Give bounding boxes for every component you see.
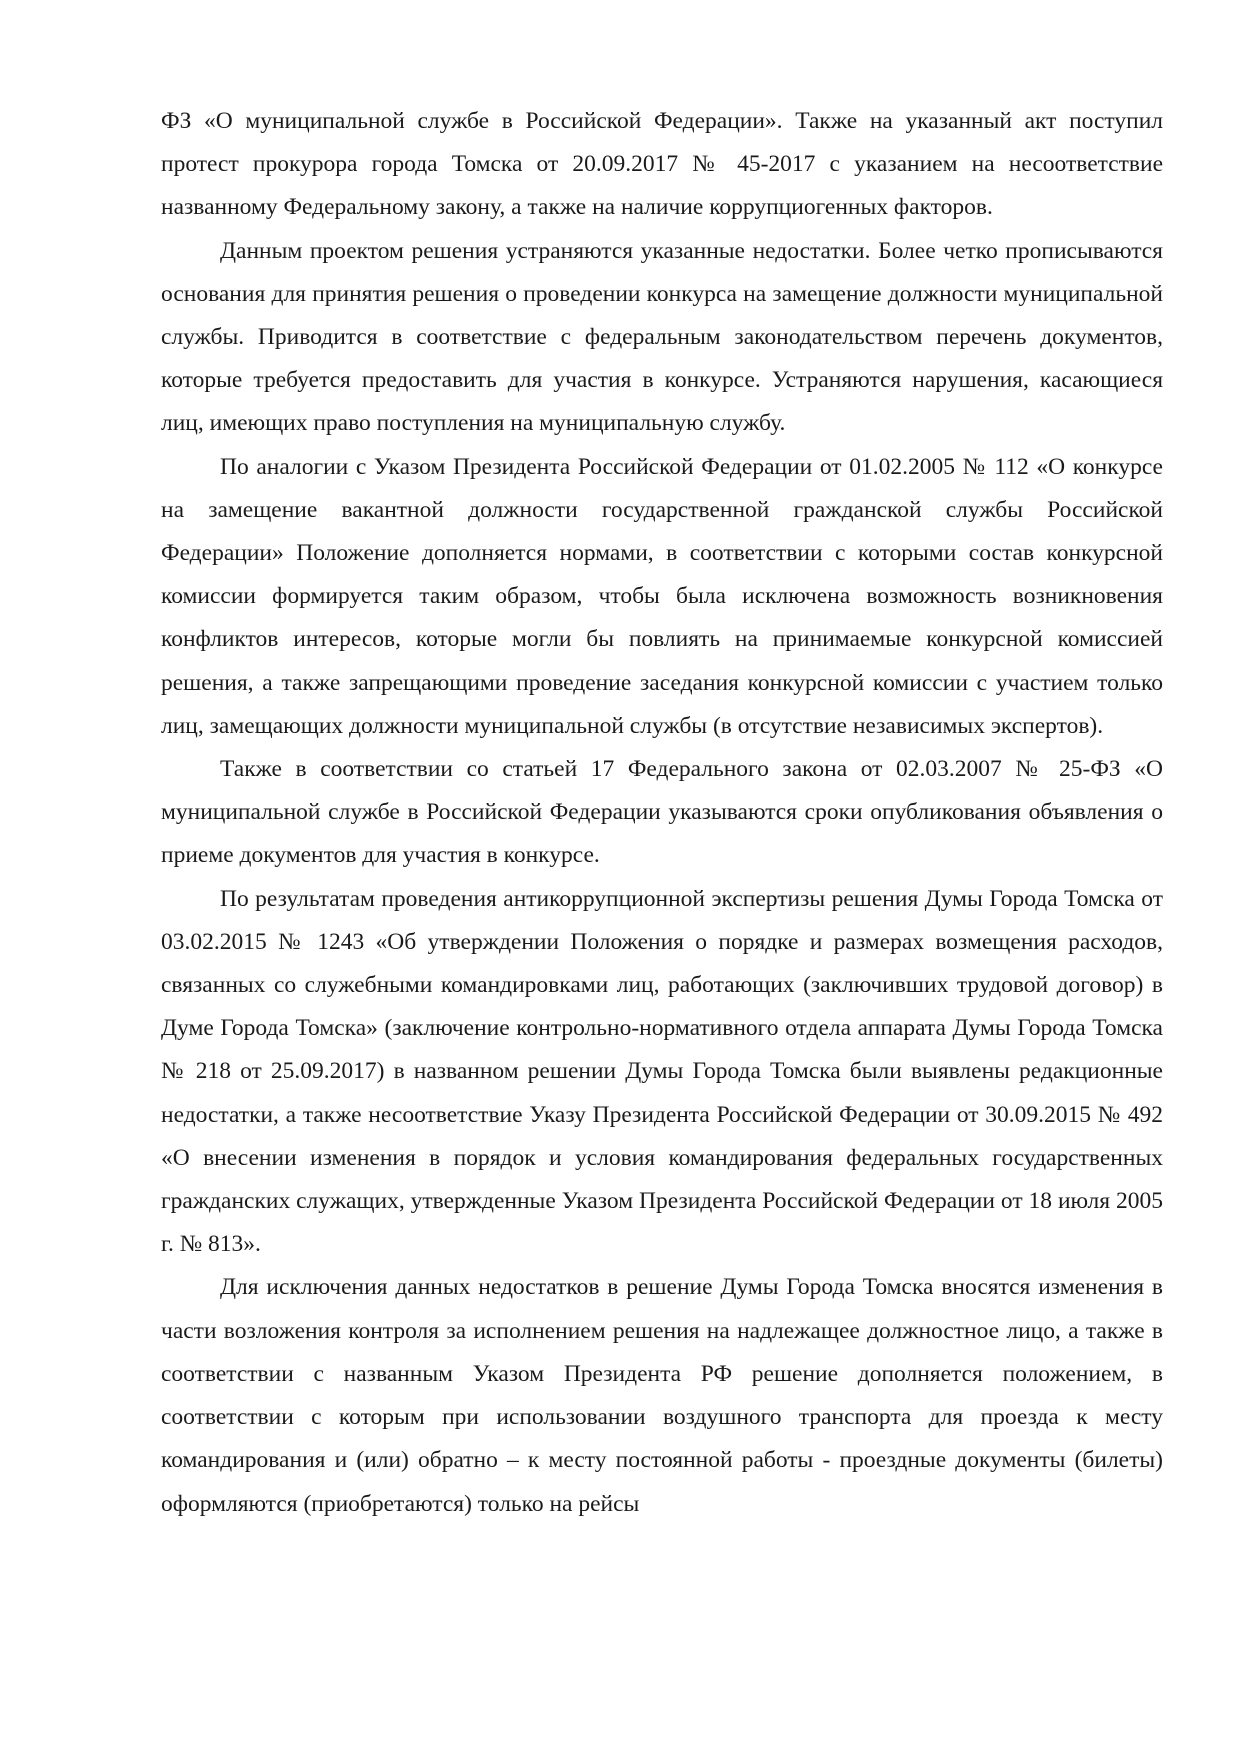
paragraph-4: Также в соответствии со статьей 17 Федерального закона от 02.03.2007 № 25-ФЗ «О муниципальной службе в Российской Федерации указываются сроки опубликования объявления о приеме документов для участия в конкурсе. bbox=[161, 756, 1163, 869]
paragraph-5: По результатам проведения антикоррупционной экспертизы решения Думы Города Томска от 03.02.2015 № 1243 «Об утверждении Положения о порядке и размерах возмещения расходов, связанных со служебными командировками лиц, работающих (заключивших трудовой договор) в Думе Города Томска» (заключение контрольно-нормативного отдела аппарата Думы Города Томска № 218 от 25.09.2017) в названном решении Думы Города Томска были выявлены редакционные недостатки, а также несоответствие Указу Президента Российской Федерации от 30.09.2015 № 492 «О внесении изменения в порядок и условия командирования федеральных государственных гражданских служащих, утвержденные Указом Президента Российской Федерации от 18 июля 2005 г. № 813». bbox=[161, 885, 1163, 1258]
document-body bbox=[161, 100, 1163, 1526]
paragraph-2: Данным проектом решения устраняются указанные недостатки. Более четко прописываются основания для принятия решения о проведении конкурса на замещение должности муниципальной службы. Приводится в соответствие с федеральным законодательством перечень документов, которые требуется предоставить для участия в конкурсе. Устраняются нарушения, касающиеся лиц, имеющих право поступления на муниципальную службу. bbox=[161, 237, 1163, 437]
paragraph-3: По аналогии с Указом Президента Российской Федерации от 01.02.2005 № 112 «О конкурсе на замещение вакантной должности государственной гражданской службы Российской Федерации» Положение дополняется нормами, в соответствии с которыми состав конкурсной комиссии формируется таким образом, чтобы была исключена возможность возникновения конфликтов интересов, которые могли бы повлиять на принимаемые конкурсной комиссией решения, а также запрещающими проведение заседания конкурсной комиссии с участием только лиц, замещающих должности муниципальной службы (в отсутствие независимых экспертов). bbox=[161, 453, 1163, 739]
paragraph-1: ФЗ «О муниципальной службе в Российской Федерации». Также на указанный акт поступил протест прокурора города Томска от 20.09.2017 № 45-2017 с указанием на несоответствие названному Федеральному закону, а также на наличие коррупциогенных факторов. bbox=[161, 108, 1163, 221]
paragraph-6: Для исключения данных недостатков в решение Думы Города Томска вносятся изменения в части возложения контроля за исполнением решения на надлежащее должностное лицо, а также в соответствии с названным Указом Президента РФ решение дополняется положением, в соответствии с которым при использовании воздушного транспорта для проезда к месту командирования и (или) обратно – к месту постоянной работы - проездные документы (билеты) оформляются (приобретаются) только на рейсы bbox=[161, 1274, 1163, 1517]
